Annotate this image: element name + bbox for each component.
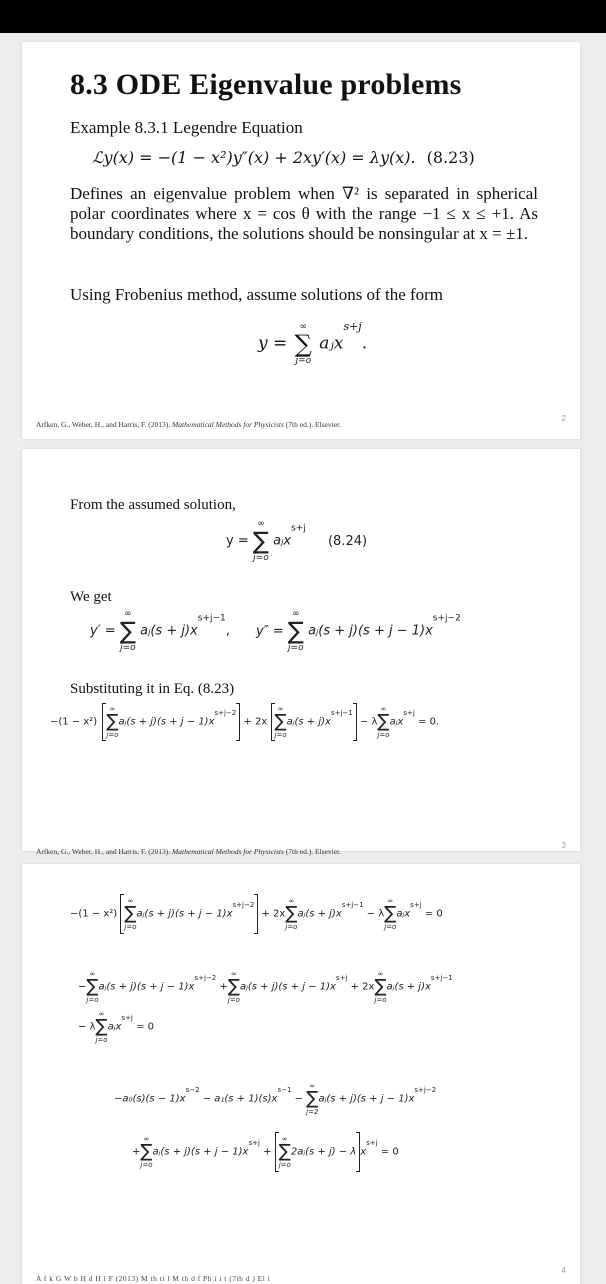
sum-lower: j=o	[278, 1161, 291, 1169]
l3-exponent: s+j	[121, 1014, 133, 1022]
sigma-glyph: ∑	[252, 527, 270, 555]
yprime-lhs: y′ =	[90, 623, 116, 639]
sum-lower: j=o	[377, 731, 390, 739]
ydouble-exponent: s+j−2	[432, 613, 461, 624]
sum-symbol	[106, 705, 118, 739]
citation-authors: Arfken, G., Weber, H., and Harris, F. (2013).	[36, 420, 171, 429]
sub-exponent-3: s+j	[403, 709, 415, 717]
sub-term-1: aⱼ(s + j)(s + j − 1)x	[118, 716, 215, 728]
sum-symbol	[86, 970, 98, 1004]
sub-term-3: aⱼx	[389, 716, 404, 728]
sum-upper: ∞	[143, 1135, 150, 1143]
sigma-glyph: ∑	[227, 976, 240, 997]
equation-number: (8.23)	[426, 148, 475, 167]
l2-plus-2: + 2x	[350, 981, 375, 993]
citation-tail: (7th ed.). Elsevier.	[285, 420, 341, 429]
sum-lower: j=o	[384, 923, 397, 931]
sum-lower: j=o	[86, 996, 99, 1004]
top-status-bar	[0, 0, 606, 33]
l5-term-1: aⱼ(s + j)(s + j − 1)x	[152, 1146, 249, 1158]
sum-upper: ∞	[98, 1010, 105, 1018]
series-term: aⱼx	[319, 333, 344, 354]
l2-plus: +	[219, 981, 228, 993]
l1-term-2: aⱼ(s + j)x	[297, 908, 342, 920]
eq-lhs: y =	[226, 533, 249, 549]
sum-upper: ∞	[380, 705, 387, 713]
l1-plus: + 2x	[261, 908, 286, 920]
ydouble-lhs: y″ =	[256, 623, 284, 639]
sum-lower: j=o	[227, 996, 240, 1004]
yprime-exponent: s+j−1	[197, 613, 226, 624]
substituting-text: Substituting it in Eq. (8.23)	[70, 681, 235, 697]
sum-lower: j=2	[306, 1108, 319, 1116]
sub-exponent-1: s+j−2	[214, 709, 237, 717]
sum-symbol	[95, 1010, 107, 1044]
sum-symbol	[279, 1135, 291, 1169]
sum-lower: j=o	[140, 1161, 153, 1169]
sum-lower: j=o	[95, 1036, 108, 1044]
equation-text: ℒy(x) = −(1 − x²)y″(x) + 2xy′(x) = λy(x).	[92, 148, 416, 167]
sigma-glyph: ∑	[294, 329, 312, 358]
l1-exponent-2: s+j−1	[341, 901, 364, 909]
l5-tail: x	[360, 1146, 367, 1158]
l4-mid: − a₁(s + 1)(s)x	[199, 1093, 278, 1105]
sum-upper: ∞	[377, 970, 384, 978]
equation-8-23	[92, 148, 475, 167]
problem-paragraph: Defines an eigenvalue problem when ∇² is separated in spherical polar coordinates where x = cos θ with the range −1 ≤ x ≤ +1. As boundary conditions, the solutions should be nonsingular at x = ±1.	[70, 184, 538, 243]
l5-end: = 0	[380, 1146, 399, 1158]
sum-symbol	[295, 322, 312, 366]
l3-term: aⱼx	[107, 1021, 122, 1033]
series-lhs: y =	[258, 333, 288, 354]
sigma-glyph: ∑	[374, 976, 387, 997]
sum-lower: j=o	[285, 923, 298, 931]
sigma-glyph: ∑	[377, 711, 390, 732]
sum-upper: ∞	[309, 1082, 316, 1090]
sub-prefix: −(1 − x²)	[50, 716, 98, 728]
l2-exponent-1: s+j−2	[194, 974, 217, 982]
equation-line-4	[114, 1082, 436, 1116]
page-number: 4	[561, 1266, 566, 1275]
sum-symbol	[384, 897, 396, 931]
sum-symbol	[253, 519, 269, 563]
sum-upper: ∞	[230, 970, 237, 978]
eq-exponent: s+j	[291, 523, 306, 534]
equation-line-3	[78, 1010, 154, 1044]
l3-minus: − λ	[78, 1021, 96, 1033]
sum-lower: j=o	[120, 643, 136, 653]
series-end: .	[361, 333, 368, 354]
sum-lower: j=o	[295, 355, 312, 366]
sigma-glyph: ∑	[95, 1016, 108, 1037]
sigma-glyph: ∑	[119, 617, 136, 645]
equation-8-24	[226, 519, 367, 563]
sum-upper: ∞	[124, 609, 132, 619]
sum-upper: ∞	[277, 705, 284, 713]
sub-minus: − λ	[359, 716, 378, 728]
citation-tail: (7th ed.). Elsevier.	[285, 847, 341, 856]
sigma-glyph: ∑	[384, 903, 397, 924]
l5-term-2: 2aⱼ(s + j) − λ	[290, 1146, 357, 1158]
sum-symbol	[285, 897, 297, 931]
sigma-glyph: ∑	[106, 711, 119, 732]
we-get-text: We get	[70, 589, 112, 605]
sum-symbol	[275, 705, 287, 739]
sum-upper: ∞	[257, 519, 265, 529]
l2-exponent-2: s+j	[335, 974, 348, 982]
page-number: 2	[561, 414, 566, 423]
citation-partial: A f k G W b H d H i F (2013) M th ti l M th d f Ph i i t (7th d ) El i	[36, 1274, 271, 1283]
sum-lower: j=o	[274, 731, 287, 739]
frobenius-text: Using Frobenius method, assume solutions of the form	[70, 285, 444, 304]
l1-term-1: aⱼ(s + j)(s + j − 1)x	[136, 908, 233, 920]
sum-symbol	[288, 609, 304, 653]
sum-upper: ∞	[281, 1135, 288, 1143]
sum-symbol	[228, 970, 240, 1004]
citation	[36, 847, 341, 856]
sum-lower: j=o	[374, 996, 387, 1004]
l2-exponent-3: s+j−1	[430, 974, 453, 982]
sigma-glyph: ∑	[306, 1088, 319, 1109]
series-exponent: s+j	[343, 320, 362, 333]
l5-exponent-2: s+j	[366, 1139, 378, 1147]
sigma-glyph: ∑	[86, 976, 99, 997]
citation	[36, 420, 341, 429]
sum-upper: ∞	[299, 321, 307, 332]
ydouble-term: aⱼ(s + j)(s + j − 1)x	[308, 623, 433, 639]
sum-lower: j=o	[253, 553, 269, 563]
sum-lower: j=o	[288, 643, 304, 653]
bracket-close	[353, 703, 357, 741]
frobenius-series	[258, 320, 367, 366]
sub-term-2: aⱼ(s + j)x	[286, 716, 331, 728]
bracket-close	[254, 894, 258, 934]
sum-symbol	[374, 970, 386, 1004]
sum-lower: j=o	[124, 923, 137, 931]
l1-exponent-1: s+j−2	[232, 901, 255, 909]
citation-title: Mathematical Methods for Physicists	[172, 847, 284, 856]
sum-symbol	[140, 1135, 152, 1169]
sigma-glyph: ∑	[274, 711, 287, 732]
slide-3	[22, 864, 580, 1284]
substituted-equation	[50, 703, 439, 741]
l4-exponent-3: s+j−2	[414, 1086, 437, 1094]
l3-end: = 0	[136, 1021, 154, 1033]
sum-upper: ∞	[89, 970, 96, 978]
l1-prefix: −(1 − x²)	[70, 908, 118, 920]
l2-term-3: aⱼ(s + j)x	[386, 981, 431, 993]
citation-title: Mathematical Methods for Physicists	[172, 420, 284, 429]
sigma-glyph: ∑	[124, 903, 137, 924]
separator: ,	[225, 623, 230, 639]
l1-term-3: aⱼx	[396, 908, 411, 920]
bracket-close	[236, 703, 240, 741]
equation-line-5	[132, 1132, 399, 1172]
sub-plus: + 2x	[243, 716, 268, 728]
l1-minus: − λ	[366, 908, 385, 920]
sum-symbol	[377, 705, 389, 739]
sum-upper: ∞	[387, 897, 394, 905]
page-number: 3	[561, 841, 566, 850]
citation-authors: Arfken, G., Weber, H., and Harris, F. (2013).	[36, 847, 171, 856]
sum-lower: j=o	[106, 731, 119, 739]
equation-line-1	[70, 894, 443, 934]
sum-symbol	[120, 609, 136, 653]
l1-exponent-3: s+j	[410, 901, 422, 909]
l4-exponent-2: s−1	[277, 1086, 292, 1094]
from-text: From the assumed solution,	[70, 497, 236, 513]
l4-minus: −	[291, 1093, 303, 1105]
derivative-equations	[90, 609, 461, 653]
sum-upper: ∞	[288, 897, 295, 905]
l2-term-1: aⱼ(s + j)(s + j − 1)x	[98, 981, 195, 993]
l5-plus-2: +	[263, 1146, 272, 1158]
l5-plus: +	[132, 1146, 141, 1158]
sum-upper: ∞	[292, 609, 300, 619]
l2-term-2: aⱼ(s + j)(s + j − 1)x	[239, 981, 336, 993]
example-heading: Example 8.3.1 Legendre Equation	[70, 118, 303, 137]
slide-1	[22, 42, 580, 439]
slide-2	[22, 449, 580, 856]
yprime-term: aⱼ(s + j)x	[140, 623, 198, 639]
l4-exponent-1: s−2	[185, 1086, 200, 1094]
l2-minus: −	[78, 981, 87, 993]
l1-end: = 0	[424, 908, 443, 920]
l5-exponent-1: s+j	[248, 1139, 260, 1147]
sum-upper: ∞	[109, 705, 116, 713]
sum-symbol	[306, 1082, 318, 1116]
eq-term: aⱼx	[273, 533, 292, 549]
equation-number: (8.24)	[327, 533, 368, 549]
equation-line-2	[78, 970, 453, 1004]
sigma-glyph: ∑	[285, 903, 298, 924]
l4-text: −a₀(s)(s − 1)x	[114, 1093, 186, 1105]
sigma-glyph: ∑	[278, 1141, 291, 1162]
sub-exponent-2: s+j−1	[330, 709, 353, 717]
sigma-glyph: ∑	[287, 617, 304, 645]
slide-title: 8.3 ODE Eigenvalue problems	[70, 68, 462, 101]
sum-upper: ∞	[127, 897, 134, 905]
sigma-glyph: ∑	[140, 1141, 153, 1162]
sum-symbol	[124, 897, 136, 931]
sub-end: = 0.	[418, 716, 440, 728]
l4-term: aⱼ(s + j)(s + j − 1)x	[318, 1093, 415, 1105]
